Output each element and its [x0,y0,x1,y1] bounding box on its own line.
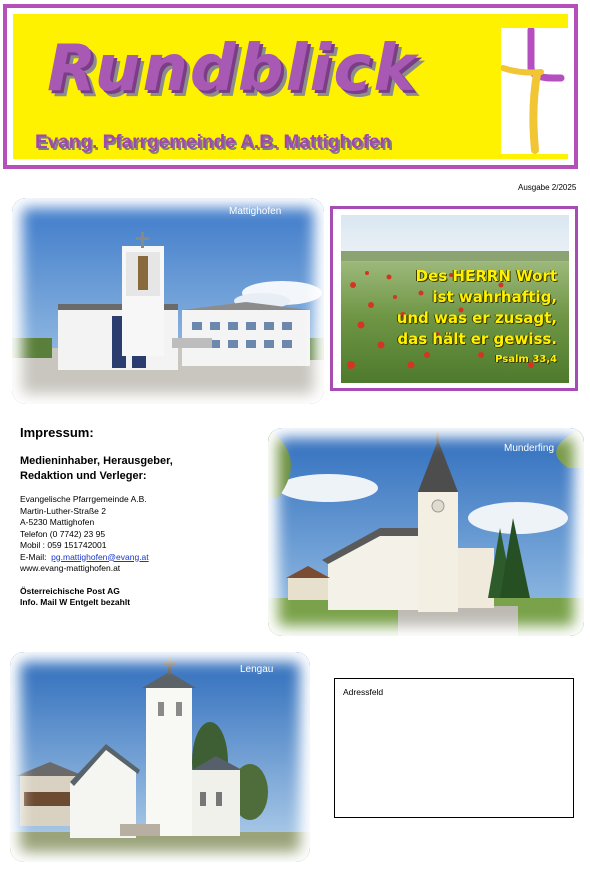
impressum-org: Evangelische Pfarrgemeinde A.B. [20,494,147,504]
address-field-box [334,678,574,818]
bible-verse-panel [330,206,578,391]
photo-caption-mattighofen: Mattighofen [229,206,282,217]
photo-mattighofen-church [12,198,324,404]
impressum-block [20,425,250,609]
postal-notice-2: Info. Mail W Entgelt bezahlt [20,597,131,607]
impressum-subtitle-line-2: Redaktion und Verleger: [20,470,147,482]
impressum-email-label: E-Mail: [20,551,52,562]
poppy-field-image [341,215,569,383]
verse-line-4: das hält er gewiss. [397,330,557,348]
masthead-subtitle: Evang. Pfarrgemeinde A.B. Mattighofen [35,132,392,153]
impressum-email-row [20,552,250,564]
impressum-street: Martin-Luther-Straße 2 [20,505,106,516]
postal-notice-1: Österreichische Post AG [20,585,120,596]
photo-caption-munderfing: Munderfing [504,443,555,454]
issue-number: Ausgabe 2/2025 [518,183,577,192]
photo-caption-lengau: Lengau [240,664,274,675]
masthead-title: Rundblick [47,32,418,106]
photo-munderfing-church [268,428,584,636]
photo-lengau-church [10,652,310,862]
cross-logo-icon [501,28,571,154]
verse-line-3: und was er zusagt, [396,309,557,327]
verse-line-2: ist wahrhaftig, [432,288,557,306]
address-field-label: Adressfeld [343,687,384,697]
impressum-phone: Telefon (0 7742) 23 95 [20,528,106,539]
masthead-banner [3,4,578,169]
masthead-background [13,14,568,159]
impressum-website: www.evang-mattighofen.at [20,563,121,573]
impressum-publisher-heading [20,454,250,484]
verse-line-1: Des HERRN Wort [415,267,557,285]
email-link[interactable]: pg.mattighofen@evang.at [51,551,149,562]
verse-reference: Psalm 33,4 [495,354,557,365]
impressum-city: A-5230 Mattighofen [20,517,95,527]
impressum-mobile: Mobil : 059 151742001 [20,540,107,550]
impressum-subtitle-line-1: Medieninhaber, Herausgeber, [20,455,173,467]
impressum-title: Impressum: [20,425,94,440]
